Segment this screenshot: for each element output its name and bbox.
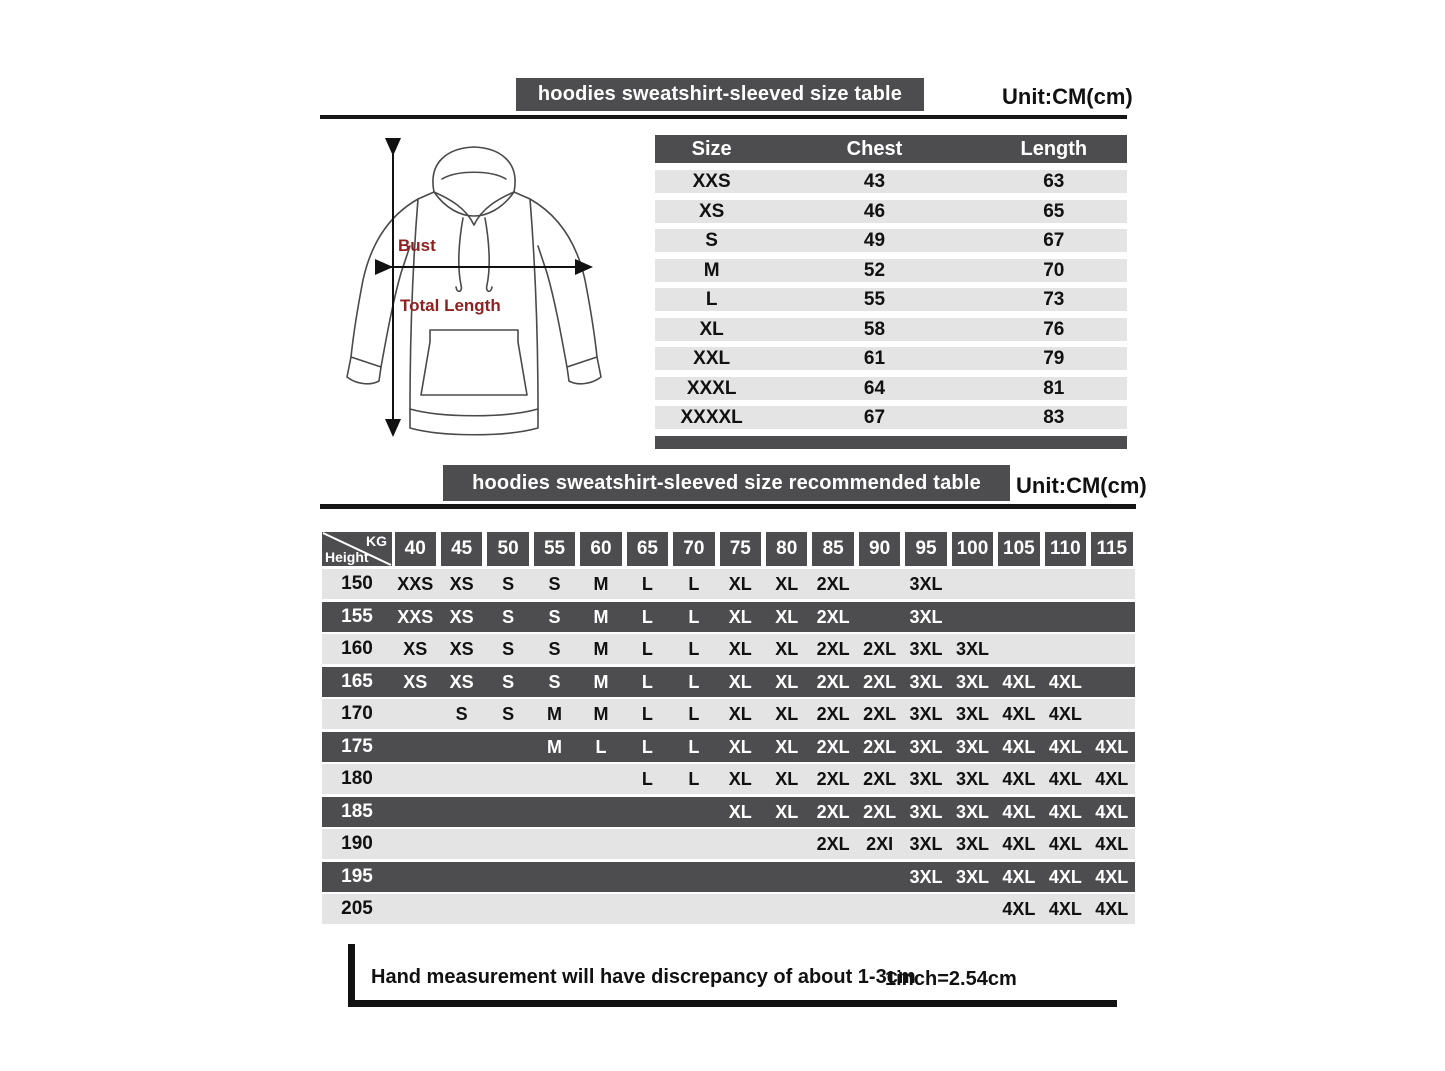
size-recommend-cell: XXS [397, 574, 434, 594]
size-recommend-cell: 4XL [1048, 769, 1082, 789]
size-recommend-cell: 3XL [955, 639, 989, 659]
length-cell: 63 [1043, 171, 1065, 192]
size-recommend-cell [485, 862, 531, 892]
size-recommend-cell [485, 732, 531, 762]
size-recommend-cell [438, 862, 484, 892]
size-recommend-cell: 3XL [955, 866, 989, 887]
recommend-row [322, 569, 1135, 599]
height-corner-label: Height [325, 549, 369, 565]
size-table-title: hoodies sweatshirt-sleeved size table [537, 83, 903, 105]
size-recommend-cell: 2XI [866, 834, 894, 854]
size-recommend-cell: L [595, 736, 607, 757]
recommend-row [322, 829, 1135, 859]
size-recommend-cell: XL [775, 639, 799, 659]
size-recommend-cell: 4XL [1048, 704, 1082, 724]
weight-header-cell: 65 [627, 532, 668, 566]
recommend-row [322, 699, 1135, 729]
size-recommend-cell [671, 862, 717, 892]
weight-header-cell: 105 [998, 532, 1039, 566]
chest-column-header: Chest [846, 138, 903, 160]
size-recommend-cell: L [641, 704, 653, 724]
size-recommend-cell: 2XL [863, 736, 897, 757]
weight-header-cell: 95 [905, 532, 946, 566]
size-recommend-cell: 3XL [909, 574, 943, 594]
recommend-row [322, 732, 1135, 762]
size-recommend-cell [392, 829, 438, 859]
size-recommend-cell [438, 732, 484, 762]
size-table-title-bar [516, 78, 924, 111]
measurement-discrepancy-note: Hand measurement will have discrepancy of about 1-3cm [371, 966, 916, 988]
size-recommend-cell: 4XL [1095, 899, 1129, 919]
size-recommend-cell: 4XL [1048, 671, 1082, 692]
recommend-row [322, 634, 1135, 664]
size-recommend-cell [438, 797, 484, 827]
size-recommend-cell [671, 829, 717, 859]
size-cell: XXL [693, 348, 731, 369]
recommend-row [322, 667, 1135, 697]
size-recommend-cell [485, 829, 531, 859]
weight-header-cell: 70 [673, 532, 714, 566]
size-recommend-cell [438, 829, 484, 859]
size-recommend-cell: XL [728, 769, 752, 789]
size-recommend-cell [392, 894, 438, 924]
weight-header-cell: 50 [487, 532, 528, 566]
size-recommend-cell: L [641, 671, 653, 692]
size-recommend-cell: L [688, 704, 700, 724]
size-recommend-cell [764, 894, 810, 924]
size-recommend-cell: 3XL [909, 866, 943, 887]
size-recommend-cell: M [593, 639, 609, 659]
size-recommend-cell: 2XL [816, 671, 850, 692]
size-cell: XS [698, 200, 725, 222]
size-table-row [655, 288, 1127, 311]
size-recommend-cell [810, 862, 856, 892]
size-recommend-cell: XL [728, 801, 752, 822]
size-recommend-cell: XS [449, 639, 474, 659]
size-recommend-cell [531, 797, 577, 827]
recommended-table-title: hoodies sweatshirt-sleeved size recommended table [472, 472, 981, 494]
size-recommend-cell: XL [775, 606, 799, 627]
size-recommend-cell [624, 894, 670, 924]
size-recommend-cell: 3XL [955, 801, 989, 822]
size-table-row [655, 347, 1127, 370]
size-recommend-cell: 4XL [1002, 769, 1036, 789]
size-recommend-cell [485, 797, 531, 827]
size-recommend-cell [392, 764, 438, 794]
size-recommend-cell: XXS [397, 606, 434, 627]
size-recommend-cell [438, 894, 484, 924]
inch-conversion-note: 1inch=2.54cm [885, 968, 1017, 990]
divider-line-top [320, 115, 1127, 119]
size-recommend-cell [717, 894, 763, 924]
chest-cell: 43 [863, 171, 886, 192]
size-recommend-cell: XL [728, 671, 752, 692]
size-recommend-cell [903, 894, 949, 924]
size-recommend-cell: M [593, 606, 609, 627]
size-cell: XXXXL [680, 407, 743, 428]
weight-header-cell: 75 [720, 532, 761, 566]
size-recommend-cell [531, 764, 577, 794]
size-recommend-cell: 2XL [863, 769, 897, 789]
length-cell: 83 [1043, 407, 1065, 428]
size-recommend-cell: 4XL [1095, 834, 1129, 854]
size-recommend-cell: XS [403, 639, 428, 659]
size-recommend-cell [1042, 602, 1088, 632]
length-cell: 79 [1043, 348, 1065, 369]
size-recommend-cell: 4XL [1002, 834, 1036, 854]
size-table-row [655, 377, 1127, 400]
divider-line-bottom [320, 504, 1136, 509]
weight-header-cell: 110 [1045, 532, 1086, 566]
size-recommend-cell: 2XL [816, 574, 850, 594]
size-recommend-cell: 3XL [909, 606, 943, 627]
size-recommend-cell: 3XL [909, 704, 943, 724]
size-recommend-cell: M [547, 704, 563, 724]
weight-header-row [322, 532, 1135, 566]
size-recommend-cell: 2XL [863, 639, 897, 659]
height-row-label: 180 [341, 768, 373, 789]
size-recommend-cell: XS [403, 671, 428, 692]
size-recommend-cell: 4XL [1002, 866, 1036, 887]
chest-cell: 49 [863, 230, 886, 251]
weight-header-cell: 80 [766, 532, 807, 566]
total-length-label: Total Length [400, 296, 501, 315]
size-recommend-cell: XL [775, 671, 799, 692]
size-recommend-cell: XL [728, 639, 752, 659]
size-recommend-cell [764, 829, 810, 859]
size-cell: XXS [692, 171, 731, 192]
size-recommend-cell: XL [728, 736, 752, 757]
size-recommend-cell: 4XL [1095, 866, 1129, 887]
size-recommend-cell [578, 797, 624, 827]
length-cell: 65 [1043, 200, 1065, 222]
weight-header-cell: 60 [580, 532, 621, 566]
size-recommend-cell: XL [775, 801, 799, 822]
size-recommend-cell [578, 764, 624, 794]
size-recommend-cell: 4XL [1048, 866, 1082, 887]
length-cell: 70 [1043, 259, 1065, 281]
size-table-row [655, 170, 1127, 193]
size-cell: XXXL [686, 377, 737, 399]
size-recommend-cell: L [641, 769, 653, 789]
size-recommend-cell: L [688, 671, 700, 692]
size-recommend-cell: XL [775, 704, 799, 724]
size-recommend-cell: 2XL [816, 801, 850, 822]
size-recommend-cell: 2XL [816, 606, 850, 627]
size-recommend-cell: 3XL [955, 769, 989, 789]
size-recommend-cell [671, 797, 717, 827]
size-recommend-cell [1042, 634, 1088, 664]
chest-cell: 64 [863, 377, 886, 399]
size-recommend-cell [717, 829, 763, 859]
height-row-label: 175 [341, 735, 373, 757]
size-recommend-cell: 3XL [955, 671, 989, 692]
size-recommend-cell: 3XL [909, 769, 943, 789]
size-recommend-cell: 3XL [909, 736, 943, 757]
size-recommend-cell: XS [449, 671, 474, 692]
recommend-row [322, 894, 1135, 924]
size-recommend-cell [531, 894, 577, 924]
height-row-label: 205 [341, 898, 373, 919]
chest-cell: 46 [863, 200, 886, 222]
size-recommend-cell: 2XL [863, 801, 897, 822]
size-table-row [655, 318, 1127, 341]
size-recommend-cell: 4XL [1048, 834, 1082, 854]
size-cell: M [703, 259, 720, 281]
size-recommend-cell: L [641, 639, 653, 659]
size-recommend-cell [392, 699, 438, 729]
size-recommend-cell: M [593, 704, 609, 724]
size-recommend-cell: 4XL [1095, 801, 1129, 822]
size-recommend-cell [996, 602, 1042, 632]
size-recommend-cell [578, 829, 624, 859]
size-table-row [655, 406, 1127, 429]
size-recommend-cell: XL [728, 606, 752, 627]
size-recommend-cell [810, 894, 856, 924]
recommend-row [322, 764, 1135, 794]
size-recommend-cell [671, 894, 717, 924]
size-recommend-cell: S [548, 606, 561, 627]
footer-note-box [348, 944, 1117, 1007]
size-recommend-cell: XL [775, 769, 799, 789]
size-recommend-cell: 4XL [1048, 899, 1082, 919]
size-recommend-cell: L [688, 639, 700, 659]
size-recommend-cell [531, 862, 577, 892]
height-row-label: 195 [341, 865, 373, 887]
size-recommend-cell: XS [449, 574, 474, 594]
size-table-row [655, 259, 1127, 282]
chest-cell: 52 [863, 259, 886, 281]
size-recommend-cell: XL [775, 574, 799, 594]
size-recommend-cell: 4XL [1095, 769, 1129, 789]
size-recommend-cell [856, 602, 902, 632]
size-recommend-cell: 3XL [955, 834, 989, 854]
size-recommend-cell [949, 569, 995, 599]
size-recommend-cell [764, 862, 810, 892]
unit-label-bottom: Unit:CM(cm) [1016, 473, 1147, 498]
size-table-body [655, 170, 1127, 429]
weight-header-cell: 55 [534, 532, 575, 566]
size-recommend-cell: 3XL [955, 736, 989, 757]
recommended-table-title-bar [443, 465, 1010, 501]
size-recommend-cell [624, 797, 670, 827]
size-recommend-cell [856, 862, 902, 892]
size-recommend-cell: 4XL [1002, 671, 1036, 692]
size-recommend-cell: 3XL [909, 671, 943, 692]
bust-label: Bust [398, 236, 436, 255]
size-recommend-cell: L [688, 736, 700, 757]
size-recommend-cell [1089, 569, 1135, 599]
size-recommend-cell: 2XL [816, 736, 850, 757]
size-recommend-cell: L [688, 769, 700, 789]
size-recommend-cell [392, 797, 438, 827]
size-cell: XL [699, 318, 724, 340]
size-recommend-cell [1089, 634, 1135, 664]
length-cell: 73 [1043, 289, 1065, 310]
size-recommend-cell: M [547, 736, 563, 757]
recommend-row [322, 862, 1135, 892]
length-cell: 67 [1043, 230, 1065, 251]
weight-header-cell: 90 [859, 532, 900, 566]
size-recommend-cell: XL [728, 574, 752, 594]
height-row-label: 190 [341, 833, 373, 854]
size-recommend-cell: 2XL [863, 671, 897, 692]
size-recommend-cell [1089, 667, 1135, 697]
size-recommend-cell [717, 862, 763, 892]
recommend-rows [322, 569, 1135, 924]
size-recommend-cell [949, 602, 995, 632]
size-recommend-cell [624, 862, 670, 892]
size-recommend-cell: 4XL [1002, 704, 1036, 724]
length-cell: 76 [1043, 318, 1065, 340]
size-recommend-cell [531, 829, 577, 859]
weight-header-cell: 40 [395, 532, 436, 566]
chest-cell: 61 [863, 348, 886, 369]
size-recommend-cell: XL [728, 704, 752, 724]
length-column-header: Length [1020, 138, 1088, 160]
size-recommend-cell [578, 862, 624, 892]
hoodie-diagram [330, 136, 618, 458]
size-recommend-cell: 2XL [816, 704, 850, 724]
size-recommend-cell: M [593, 574, 609, 594]
size-recommend-cell [949, 894, 995, 924]
weight-header-cell: 85 [812, 532, 853, 566]
size-table [655, 135, 1127, 449]
size-table-header-row [655, 135, 1127, 163]
size-recommend-cell [1042, 569, 1088, 599]
weight-header-cell: 100 [952, 532, 993, 566]
size-recommend-cell: L [641, 736, 653, 757]
size-recommend-cell: M [593, 671, 609, 692]
recommend-row [322, 797, 1135, 827]
size-recommend-cell: 4XL [1002, 899, 1036, 919]
height-row-label: 155 [341, 605, 373, 627]
size-recommend-cell: S [502, 574, 515, 594]
size-recommend-cell [856, 894, 902, 924]
size-recommend-cell: 4XL [1095, 736, 1129, 757]
size-recommend-cell: L [688, 574, 700, 594]
size-recommend-cell: L [641, 574, 653, 594]
size-recommend-cell: 3XL [955, 704, 989, 724]
size-recommend-cell [392, 732, 438, 762]
size-cell: S [705, 230, 718, 251]
size-recommend-cell [624, 829, 670, 859]
size-recommend-cell [485, 764, 531, 794]
size-recommend-cell: 2XL [816, 834, 850, 854]
size-recommend-cell: 2XL [863, 704, 897, 724]
size-recommend-cell [438, 764, 484, 794]
height-row-label: 150 [341, 573, 373, 594]
chest-cell: 58 [863, 318, 886, 340]
size-recommend-cell: 3XL [909, 801, 943, 822]
size-table-row [655, 200, 1127, 223]
size-table-bottom-bar [655, 436, 1127, 449]
size-recommend-cell: L [641, 606, 653, 627]
size-recommend-cell [1089, 602, 1135, 632]
weight-header-cell: 45 [441, 532, 482, 566]
kg-height-corner-cell [322, 532, 392, 566]
size-recommend-cell: S [502, 639, 515, 659]
size-recommend-cell: 4XL [1048, 736, 1082, 757]
size-cell: L [705, 289, 718, 310]
size-recommend-cell: 4XL [1002, 801, 1036, 822]
height-row-label: 185 [341, 800, 373, 822]
unit-label-top: Unit:CM(cm) [1002, 84, 1133, 109]
size-recommend-cell: 4XL [1002, 736, 1036, 757]
length-cell: 81 [1043, 377, 1065, 399]
kg-corner-label: KG [366, 533, 387, 549]
size-recommend-cell: 3XL [909, 639, 943, 659]
size-recommend-cell: S [455, 704, 468, 724]
size-column-header: Size [691, 138, 732, 160]
size-recommend-cell: XL [775, 736, 799, 757]
height-row-label: 165 [341, 670, 373, 692]
size-recommend-cell: 2XL [816, 639, 850, 659]
size-recommend-cell: 4XL [1048, 801, 1082, 822]
size-recommend-cell: XS [449, 606, 474, 627]
recommended-size-matrix [322, 532, 1135, 927]
chest-cell: 55 [863, 289, 886, 310]
size-recommend-cell: S [502, 671, 515, 692]
size-recommend-cell [996, 569, 1042, 599]
weight-header-cell: 115 [1091, 532, 1132, 566]
size-recommend-cell [996, 634, 1042, 664]
size-recommend-cell: S [548, 639, 561, 659]
size-recommend-cell: 3XL [909, 834, 943, 854]
height-row-label: 170 [341, 703, 373, 724]
recommend-row [322, 602, 1135, 632]
size-recommend-cell: S [502, 704, 515, 724]
size-recommend-cell [392, 862, 438, 892]
size-recommend-cell: S [548, 671, 561, 692]
chest-cell: 67 [863, 407, 886, 428]
size-recommend-cell [485, 894, 531, 924]
size-recommend-cell: 2XL [816, 769, 850, 789]
size-recommend-cell: S [502, 606, 515, 627]
size-recommend-cell [578, 894, 624, 924]
size-recommend-cell: L [688, 606, 700, 627]
size-recommend-cell [856, 569, 902, 599]
height-row-label: 160 [341, 638, 373, 659]
size-recommend-cell [1089, 699, 1135, 729]
size-recommend-cell: S [548, 574, 561, 594]
size-table-row [655, 229, 1127, 252]
